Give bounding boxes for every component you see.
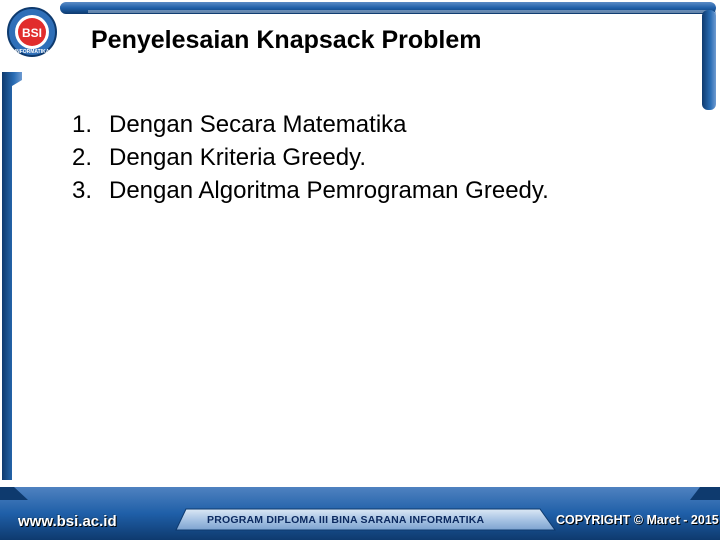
list-number: 2. xyxy=(72,144,93,171)
list-item xyxy=(72,174,549,207)
right-bar xyxy=(702,10,716,110)
list-item xyxy=(72,141,549,174)
list-text: Dengan Kriteria Greedy. xyxy=(109,144,367,171)
list-text: Dengan Algoritma Pemrograman Greedy. xyxy=(109,177,549,204)
list-number: 3. xyxy=(72,177,93,204)
footer-program: PROGRAM DIPLOMA III BINA SARANA INFORMATIKA xyxy=(207,514,485,526)
list-item xyxy=(72,108,549,141)
left-bar xyxy=(2,72,22,480)
numbered-list xyxy=(72,108,549,207)
bsi-logo xyxy=(6,6,58,58)
slide-title: Penyelesaian Knapsack Problem xyxy=(91,26,482,54)
list-text: Dengan Secara Matematika xyxy=(109,111,407,138)
list-number: 1. xyxy=(72,111,93,138)
logo-mark: BSI xyxy=(21,26,43,40)
logo-caption: INFORMATIKA xyxy=(14,49,50,55)
footer-url: www.bsi.ac.id xyxy=(18,513,117,530)
footer-copyright: COPYRIGHT © Maret - 2015 xyxy=(556,513,719,527)
top-bar-inner xyxy=(88,10,708,13)
